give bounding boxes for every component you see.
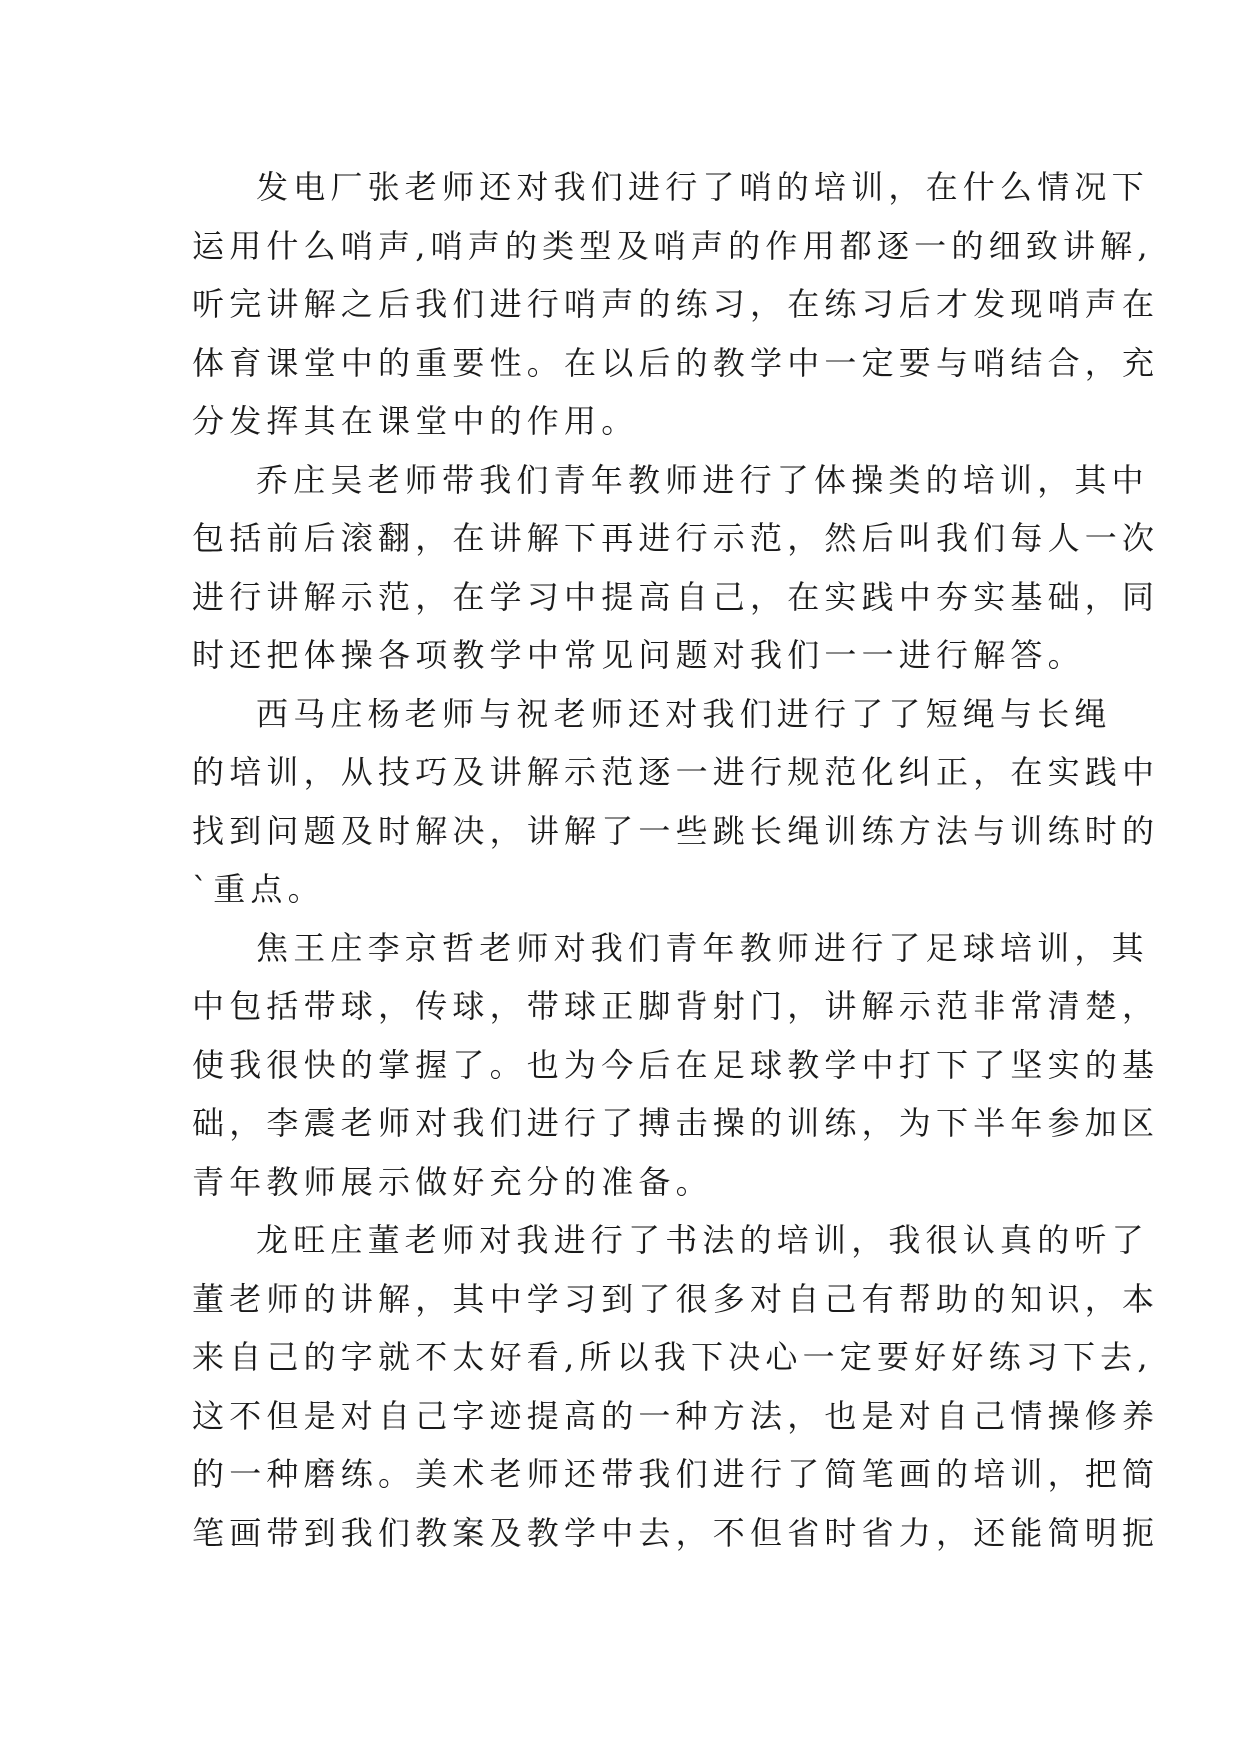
text-line: 西马庄杨老师与祝老师还对我们进行了了短绳与长绳 bbox=[256, 694, 1112, 733]
text-line: 找到问题及时解决，讲解了一些跳长绳训练方法与训练时的 bbox=[192, 811, 1160, 850]
text-line: 听完讲解之后我们进行哨声的练习，在练习后才发现哨声在 bbox=[192, 285, 1160, 323]
text-line: 础，李震老师对我们进行了搏击操的训练，为下半年参加区 bbox=[192, 1104, 1160, 1142]
text-line: 乔庄吴老师带我们青年教师进行了体操类的培训，其中 bbox=[256, 460, 1149, 499]
text-line: 包括前后滚翻，在讲解下再进行示范，然后叫我们每人一次 bbox=[192, 519, 1160, 557]
text-line: 运用什么哨声,哨声的类型及哨声的作用都逐一的细致讲解, bbox=[192, 226, 1153, 265]
text-line: 使我很快的掌握了。也为今后在足球教学中打下了坚实的基 bbox=[192, 1045, 1160, 1084]
text-line: 来自己的字就不太好看,所以我下决心一定要好好练习下去, bbox=[192, 1338, 1153, 1376]
text-line: 这不但是对自己字迹提高的一种方法，也是对自己情操修养 bbox=[192, 1396, 1160, 1435]
text-line: 分发挥其在课堂中的作用。 bbox=[192, 402, 639, 440]
text-line: 龙旺庄董老师对我进行了书法的培训，我很认真的听了 bbox=[256, 1221, 1149, 1259]
text-line: 焦王庄李京哲老师对我们青年教师进行了足球培训，其 bbox=[256, 928, 1149, 967]
text-line: 中包括带球，传球，带球正脚背射门，讲解示范非常清楚， bbox=[192, 987, 1160, 1025]
text-line: 的培训，从技巧及讲解示范逐一进行规范化纠正，在实践中 bbox=[192, 753, 1160, 791]
text-line: 时还把体操各项教学中常见问题对我们一一进行解答。 bbox=[192, 636, 1085, 674]
text-line: 笔画带到我们教案及教学中去，不但省时省力，还能简明扼 bbox=[192, 1513, 1160, 1552]
text-line: 董老师的讲解，其中学习到了很多对自己有帮助的知识，本 bbox=[192, 1279, 1160, 1318]
text-line: 青年教师展示做好充分的准备。 bbox=[192, 1162, 713, 1201]
text-line: 进行讲解示范，在学习中提高自己，在实践中夯实基础，同 bbox=[192, 577, 1160, 616]
text-line: 的一种磨练。美术老师还带我们进行了简笔画的培训，把简 bbox=[192, 1455, 1160, 1493]
text-line: `重点。 bbox=[192, 870, 325, 908]
text-line: 体育课堂中的重要性。在以后的教学中一定要与哨结合，充 bbox=[192, 343, 1160, 382]
text-line: 发电厂张老师还对我们进行了哨的培训，在什么情况下 bbox=[256, 168, 1149, 206]
document-body bbox=[192, 158, 1160, 1562]
